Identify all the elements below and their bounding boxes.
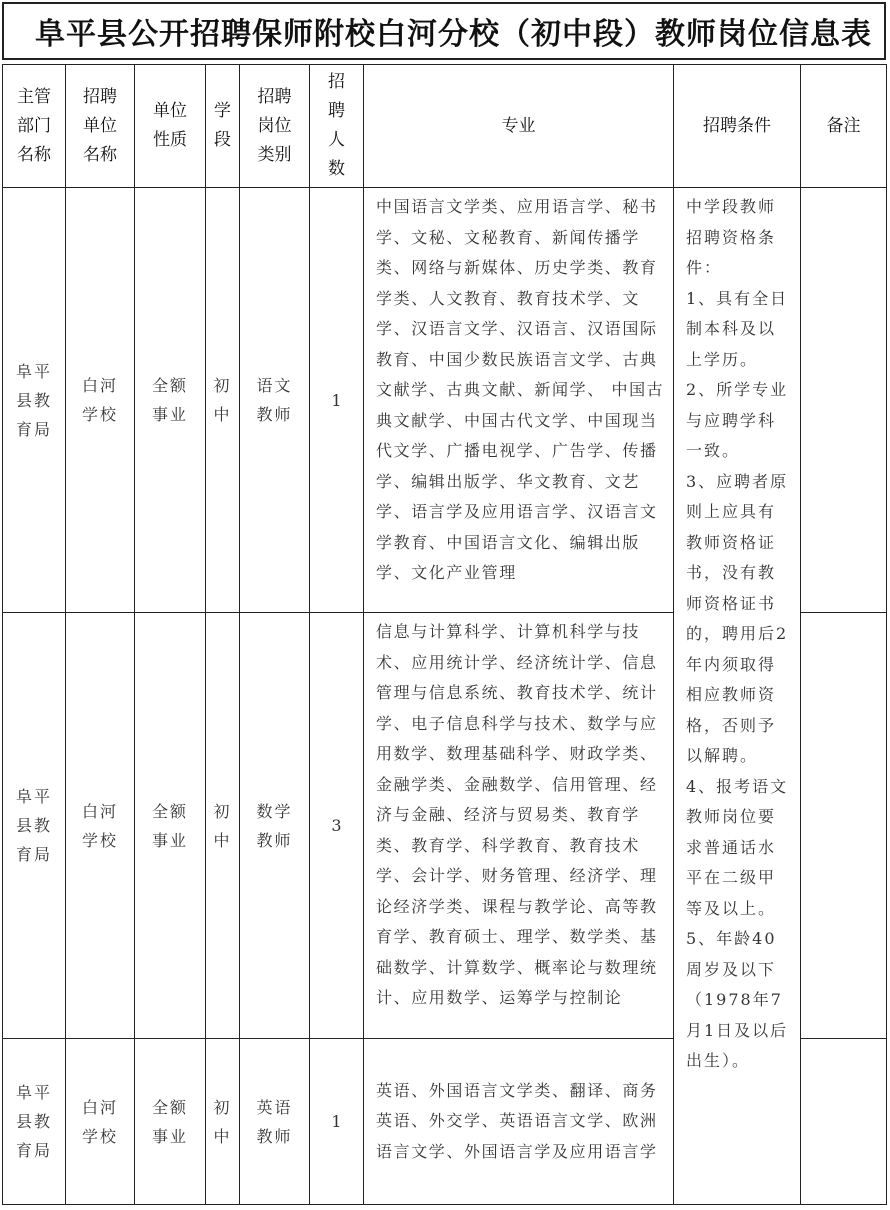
cell-line: 初 [213, 376, 232, 395]
header-unit-text [66, 83, 134, 170]
cell-unit [66, 188, 135, 613]
cell-line: 中 [213, 830, 232, 850]
cell-remark [801, 613, 887, 1039]
cell-line: 招 [328, 72, 345, 92]
cell-line: 段 [214, 130, 231, 150]
cell-line: 单位 [83, 115, 117, 136]
cell-line: 白河 [81, 1097, 118, 1117]
cell-conditions [674, 188, 801, 1205]
cell-post-text [240, 797, 309, 855]
cell-line: 类别 [257, 144, 292, 165]
cell-post [240, 1039, 310, 1205]
cell-major: 中国语言文学类、应用语言学、秘书学、文秘、文秘教育、新闻传播学类、网络与新媒体、历史学类、教育学类、人文教育、教育技术学、文学、汉语言文学、汉语言、汉语国际教育、中国少数民族语言文学、古典文献学、古典文献、新闻学、 中国古典文献学、中国古代文学、中国现当代文学、广播电视学、广告学、传播学、编辑出版学、华文教育、文艺学、语言学及应用语言学、汉语言文学教育、中国语言文化、编辑出版学、文化产业管理 [364, 188, 674, 613]
cell-line: 单位 [153, 101, 187, 121]
cell-line: 性质 [153, 130, 187, 150]
cell-line: 招聘 [257, 86, 292, 107]
cell-line: 县教 [15, 390, 52, 410]
cell-line: 招聘 [83, 86, 117, 107]
cell-line: 教师 [256, 405, 293, 424]
cell-line: 事业 [151, 405, 188, 424]
header-row [3, 65, 887, 188]
header-condition: 招聘条件 [674, 65, 801, 188]
table-row [3, 188, 887, 613]
cell-line: 全额 [151, 1097, 188, 1117]
cell-line: 聘 [328, 101, 345, 121]
header-nature [135, 65, 206, 188]
cell-stage [206, 188, 240, 613]
cell-post-text [240, 1093, 309, 1151]
cell-dept-text [3, 357, 65, 444]
cell-line: 语文 [256, 376, 293, 395]
recruitment-table [2, 64, 887, 1205]
cell-nature-text [135, 797, 205, 855]
cell-line: 岗位 [257, 115, 292, 136]
cell-line: 初 [213, 1097, 232, 1117]
cell-count: 3 [310, 613, 364, 1039]
cell-line: 中 [213, 405, 232, 424]
header-post [240, 65, 310, 188]
cell-dept-text [3, 782, 65, 869]
cell-line: 主管 [17, 86, 51, 107]
cell-stage-text [206, 371, 239, 429]
cell-nature [135, 188, 206, 613]
condition-line: 4、报考语文教师岗位要求普通话水平在二级甲等及以上。 [686, 776, 789, 918]
cell-line: 教师 [256, 830, 293, 850]
cell-line: 教师 [256, 1126, 293, 1146]
cell-line: 育局 [15, 1141, 52, 1160]
header-unit [66, 65, 135, 188]
cell-nature [135, 613, 206, 1039]
cell-line: 阜平 [15, 787, 52, 806]
cell-major: 信息与计算科学、计算机科学与技术、应用统计学、经济统计学、信息管理与信息系统、教育技术学、统计学、电子信息科学与技术、数学与应用数学、数理基础科学、财政学类、金融学类、金融数学、信用管理、经济与金融、经济与贸易类、教育学类、教育学、科学教育、教育技术学、会计学、财务管理、经济学、理论经济学类、课程与教学论、高等教育学、教育硕士、理学、数学类、基础数学、计算数学、概率论与数理统计、应用数学、运筹学与控制论 [364, 613, 674, 1039]
condition-line: 3、应聘者原则上应具有教师资格证书，没有教师资格证书的，聘用后2年内须取得相应教师资格，否则予以解聘。 [686, 471, 789, 765]
cell-line: 名称 [83, 144, 117, 165]
cell-unit-text [66, 371, 134, 429]
cell-count: 1 [310, 188, 364, 613]
cell-line: 县教 [15, 1112, 52, 1131]
cell-nature-text [135, 1093, 205, 1151]
header-count [310, 65, 364, 188]
cell-line: 学校 [81, 830, 118, 850]
cell-major: 英语、外国语言文学类、翻译、商务英语、外交学、英语语言文学、欧洲语言文学、外国语言学及应用语言学 [364, 1039, 674, 1205]
cell-line: 阜平 [15, 1083, 52, 1102]
cell-unit [66, 613, 135, 1039]
cell-unit-text [66, 797, 134, 855]
cell-dept [3, 188, 66, 613]
cell-line: 育局 [15, 845, 52, 864]
cell-line: 中 [213, 1126, 232, 1146]
cell-dept [3, 613, 66, 1039]
cell-nature [135, 1039, 206, 1205]
header-major: 专业 [364, 65, 674, 188]
cell-stage-text [206, 1093, 239, 1151]
cell-remark [801, 188, 887, 613]
cell-line: 事业 [151, 1126, 188, 1146]
cell-post [240, 613, 310, 1039]
cell-post [240, 188, 310, 613]
header-remark: 备注 [801, 65, 887, 188]
cell-line: 县教 [15, 816, 52, 835]
cell-line: 阜平 [15, 361, 52, 381]
condition-line: 2、所学专业与应聘学科一致。 [686, 380, 789, 460]
cell-line: 英语 [256, 1097, 293, 1117]
cell-unit-text [66, 1093, 134, 1151]
cell-line: 全额 [151, 376, 188, 395]
cell-line: 白河 [81, 376, 118, 395]
cell-line: 名称 [17, 144, 51, 165]
cell-stage-text [206, 797, 239, 855]
cell-post-text [240, 371, 309, 429]
header-dept [3, 65, 66, 188]
condition-line: 中学段教师招聘资格条件： [686, 197, 777, 277]
cell-line: 初 [213, 801, 232, 821]
condition-line: 1、具有全日制本科及以上学历。 [686, 288, 789, 369]
document-title: 阜平县公开招聘保师附校白河分校（初中段）教师岗位信息表 [35, 17, 872, 52]
cell-remark [801, 1039, 887, 1205]
title-row [2, 2, 886, 60]
header-stage-text [206, 97, 239, 155]
cell-line: 学校 [81, 405, 118, 424]
header-nature-text [135, 97, 205, 155]
cell-line: 部门 [17, 115, 51, 136]
header-post-text [240, 83, 309, 170]
cell-count: 1 [310, 1039, 364, 1205]
condition-line: 5、年龄40周岁及以下（1978年7月1日及以后出生）。 [686, 929, 789, 1070]
cell-line: 白河 [81, 801, 118, 821]
cell-line: 全额 [151, 801, 188, 821]
cell-unit [66, 1039, 135, 1205]
cell-stage [206, 1039, 240, 1205]
header-stage [206, 65, 240, 188]
cell-line: 数 [328, 159, 345, 179]
cell-line: 事业 [151, 830, 188, 850]
cell-nature-text [135, 371, 205, 429]
cell-dept [3, 1039, 66, 1205]
cell-line: 学校 [81, 1126, 118, 1146]
cell-line: 育局 [15, 419, 52, 439]
cell-stage [206, 613, 240, 1039]
cell-line: 学 [214, 101, 231, 121]
header-dept-text [3, 83, 65, 170]
cell-line: 人 [328, 130, 345, 150]
header-count-text [310, 68, 363, 184]
cell-line: 数学 [256, 801, 293, 821]
cell-dept-text [3, 1078, 65, 1165]
